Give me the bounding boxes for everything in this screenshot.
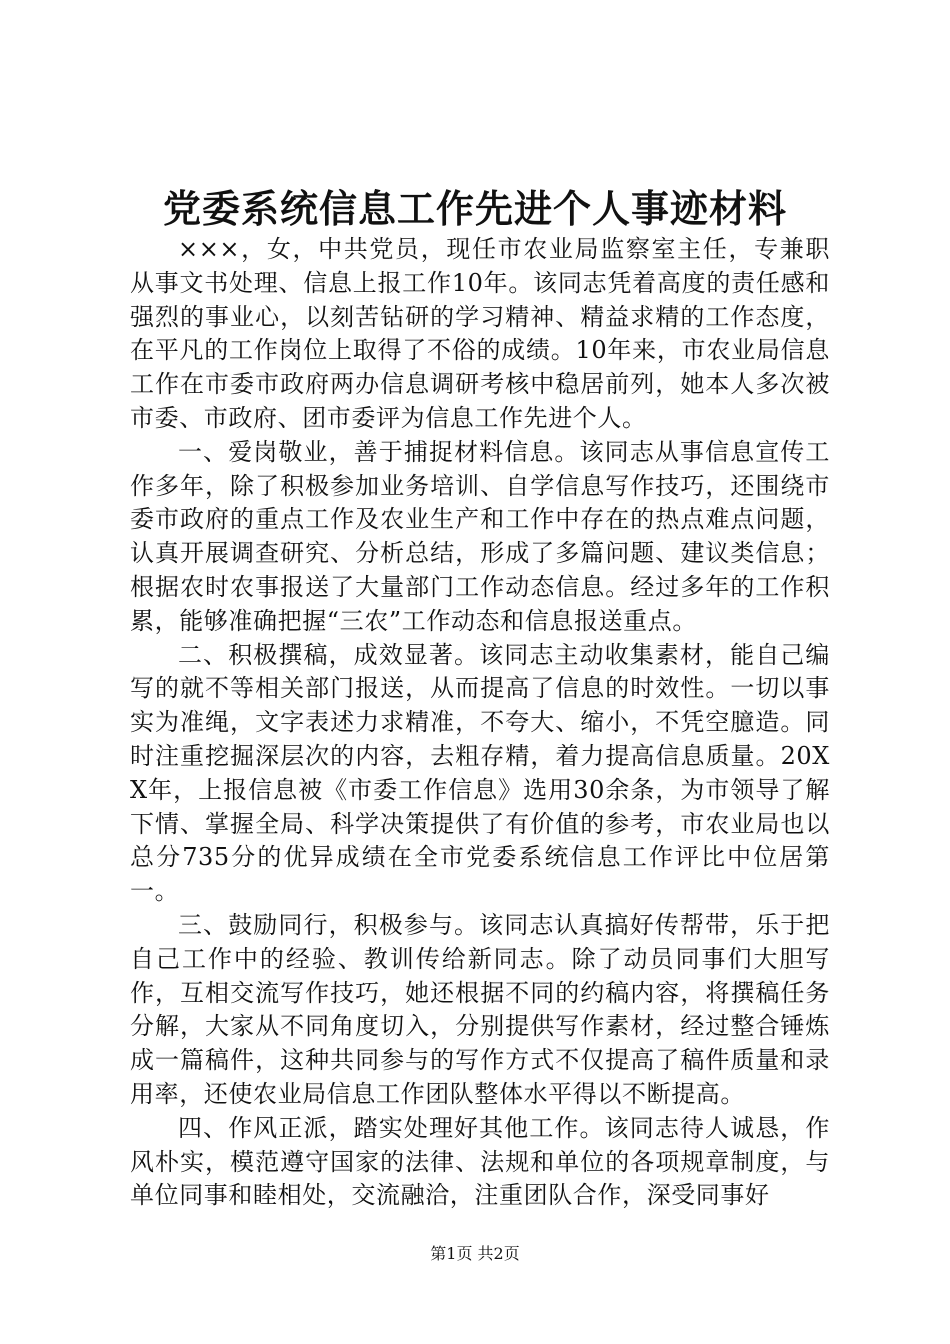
paragraph-section-1: 一、爱岗敬业，善于捕捉材料信息。该同志从事信息宣传工作多年，除了积极参加业务培训、自学信息写作技巧，还围绕市委市政府的重点工作及农业生产和工作中存在的热点难点问题，认真开展调查研究、分析总结，形成了多篇问题、建议类信息；根据农时农事报送了大量部门工作动态信息。经过多年的工作积累，能够准确把握“三农”工作动态和信息报送重点。 — [130, 437, 830, 635]
document-title: 党委系统信息工作先进个人事迹材料 — [162, 186, 787, 231]
paragraph-intro: ×××，女，中共党员，现任市农业局监察室主任，专兼职从事文书处理、信息上报工作10年。该同志凭着高度的责任感和强烈的事业心，以刻苦钻研的学习精神、精益求精的工作态度，在平凡的工作岗位上取得了不俗的成绩。10年来，市农业局信息工作在市委市政府两办信息调研考核中稳居前列，她本人多次被市委、市政府、团市委评为信息工作先进个人。 — [130, 235, 830, 432]
paragraph-section-3: 三、鼓励同行，积极参与。该同志认真搞好传帮带，乐于把自己工作中的经验、教训传给新同志。除了动员同事们大胆写作，互相交流写作技巧，她还根据不同的约稿内容，将撰稿任务分解，大家从不同角度切入，分别提供写作素材，经过整合锤炼成一篇稿件，这种共同参与的写作方式不仅提高了稿件质量和录用率，还使农业局信息工作团队整体水平得以不断提高。 — [130, 910, 830, 1108]
document-body — [130, 233, 830, 1213]
paragraph-section-4: 四、作风正派，踏实处理好其他工作。该同志待人诚恳，作风朴实，模范遵守国家的法律、法规和单位的各项规章制度，与单位同事和睦相处，交流融洽，注重团队合作，深受同事好 — [130, 1113, 830, 1210]
paragraph-section-2: 二、积极撰稿，成效显著。该同志主动收集素材，能自己编写的就不等相关部门报送，从而提高了信息的时效性。一切以事实为准绳，文字表述力求精准，不夸大、缩小，不凭空臆造。同时注重挖掘深层次的内容，去粗存精，着力提高信息质量。20XX年，上报信息被《市委工作信息》选用30余条，为市领导了解下情、掌握全局、科学决策提供了有价值的参考，市农业局也以总分735分的优异成绩在全市党委系统信息工作评比中位居第一。 — [130, 640, 830, 906]
page-number-footer: 第1页 共2页 — [430, 1244, 520, 1263]
